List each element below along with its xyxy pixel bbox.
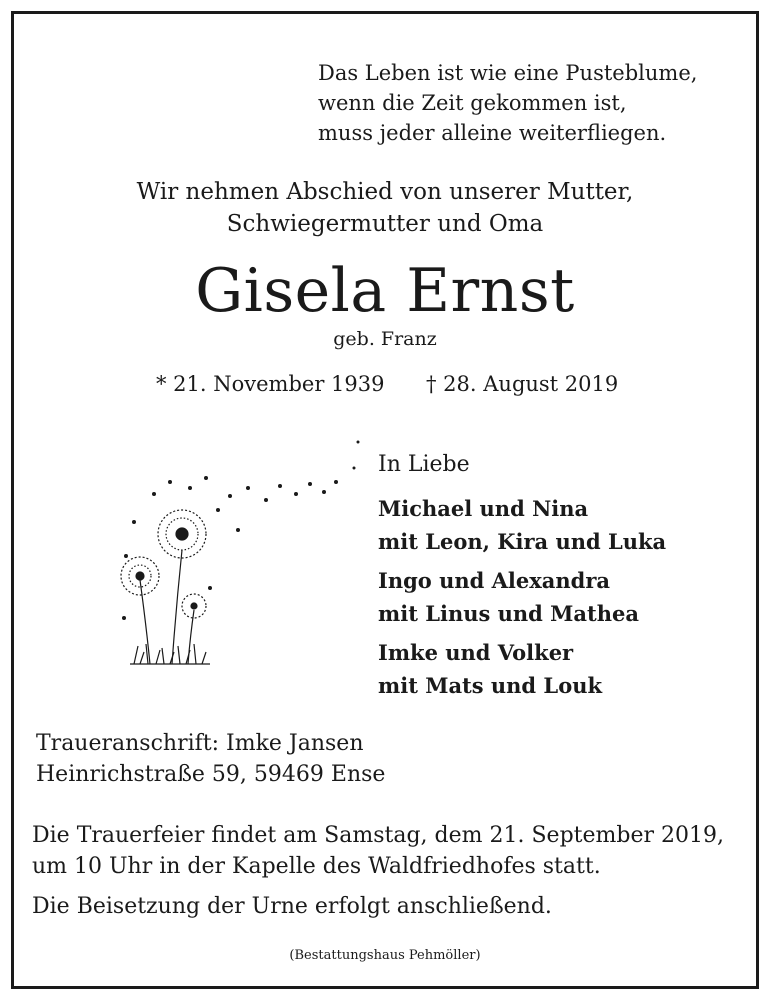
family-group (378, 636, 666, 702)
ceremony-line: Die Trauerfeier findet am Samstag, dem 21. September 2019, (32, 823, 724, 848)
deceased-name: Gisela Ernst (195, 256, 575, 326)
family-line: mit Leon, Kira und Luka (378, 529, 667, 554)
intro-line: Wir nehmen Abschied von unserer Mutter, (136, 179, 634, 205)
mourning-address (36, 728, 385, 790)
ceremony-info (32, 820, 724, 922)
address-line: Traueranschrift: Imke Jansen (36, 731, 364, 756)
family-line: mit Linus und Mathea (378, 601, 639, 626)
family-group (378, 492, 666, 558)
poem-line: wenn die Zeit gekommen ist, (318, 91, 627, 115)
poem-line: muss jeder alleine weiterfliegen. (318, 121, 667, 145)
maiden-name: geb. Franz (333, 328, 437, 350)
undertaker-credit: (Bestattungshaus Pehmöller) (289, 948, 481, 963)
birth-date: * 21. November 1939 (156, 372, 385, 396)
ceremony-line: um 10 Uhr in der Kapelle des Waldfriedhofes statt. (32, 854, 601, 879)
intro-line: Schwiegermutter und Oma (226, 211, 544, 237)
intro-text (0, 176, 770, 240)
in-love-label: In Liebe (378, 452, 470, 477)
poem (318, 58, 697, 148)
family-section (378, 450, 666, 708)
dandelion-illustration (110, 438, 370, 674)
address-line: Heinrichstraße 59, 59469 Ense (36, 762, 386, 787)
death-date: † 28. August 2019 (426, 372, 619, 396)
family-line: Michael und Nina (378, 496, 589, 521)
family-line: Ingo und Alexandra (378, 568, 611, 593)
family-line: Imke und Volker (378, 640, 574, 665)
burial-note: Die Beisetzung der Urne erfolgt anschließend. (32, 894, 552, 919)
poem-line: Das Leben ist wie eine Pusteblume, (318, 61, 698, 85)
family-group (378, 564, 666, 630)
family-line: mit Mats und Louk (378, 673, 603, 698)
